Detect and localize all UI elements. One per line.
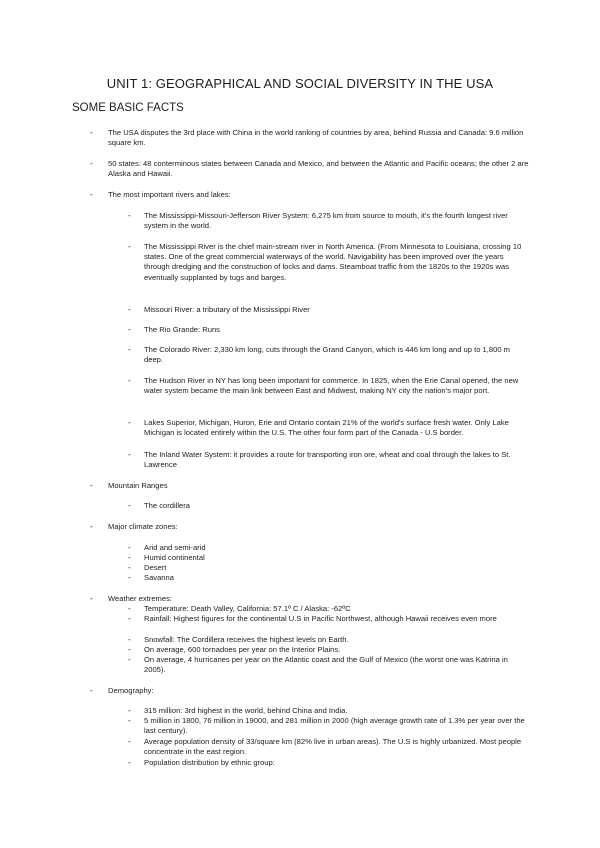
bullet-dash: - [128,543,131,552]
list-item: Temperature: Death Valley, California: 57.1º C / Alaska: -62ºC [144,604,351,613]
list-item: Average population density of 33/square km (82% live in urban areas). The U.S is highly urbanized. Most people concentrate in the east region. [144,737,522,757]
bullet-dash: - [128,501,131,510]
bullet-dash: - [128,325,131,334]
list-item: The cordillera [144,501,191,510]
list-item: The Inland Water System: it provides a route for transporting iron ore, wheat and coal through the lakes to St. Lawrence [144,450,511,470]
bullet-dash: - [128,573,131,582]
bullet-dash: - [128,655,131,664]
bullet-dash: - [128,645,131,654]
list-item: Arid and semi-arid [144,543,206,552]
list-item: Missouri River: a tributary of the Mississippi River [144,305,310,314]
list-item: Desert [144,563,167,572]
list-item: The Rio Grande: Runs [144,325,220,334]
list-item: The Mississippi-Missouri-Jefferson River System: 6,275 km from source to mouth, it's the fourth longest river system in the world. [144,211,508,231]
bullet-dash: - [128,758,131,767]
list-item: Humid continental [144,553,205,562]
bullet-dash: - [128,706,131,715]
bullet-dash: - [90,159,93,168]
bullet-dash: - [128,614,131,623]
list-item: The Hudson River in NY has long been important for commerce. In 1825, when the Erie Canal opened, the new water system became the main link between East and Midwest, making NY city the nation's major port. [144,376,519,396]
list-item: Lakes Superior, Michigan, Huron, Erie and Ontario contain 21% of the world's surface fresh water. Only Lake Michigan is located entirely within the U.S. The other four form part of the Canada - U.S border. [144,418,509,438]
bullet-dash: - [128,737,131,746]
bullet-dash: - [128,376,131,385]
list-item: On average, 600 tornadoes per year on the Interior Plains. [144,645,341,654]
page-title: UNIT 1: GEOGRAPHICAL AND SOCIAL DIVERSITY IN THE USA [106,76,494,91]
list-item: 5 million in 1800, 76 million in 19000, and 281 million in 2000 (high average growth rate of 1.3% per year over the last century). [144,716,525,736]
bullet-dash: - [128,211,131,220]
bullet-dash: - [90,594,93,603]
list-item: On average, 4 hurricanes per year on the Atlantic coast and the Gulf of Mexico (the worst one was Katrina in 2005). [144,655,508,675]
list-item: Weather extremes: [108,594,173,603]
bullet-dash: - [128,716,131,725]
list-item: Rainfall: Highest figures for the continental U.S in Pacific Northwest, although Hawaii receives even more [144,614,497,623]
bullet-dash: - [128,563,131,572]
bullet-dash: - [128,345,131,354]
bullet-dash: - [128,450,131,459]
list-item: 50 states: 48 conterminous states between Canada and Mexico, and between the Atlantic and Pacific oceans; the other 2 are Alaska and Hawaii. [108,159,529,179]
list-item: The Mississippi River is the chief main-stream river in North America. (From Minnesota to Louisiana, crossing 10 states. One of the great commercial waterways of the world. Navigability has been improved over the years through dredging and the construction of locks and dams. Steamboat traffic from the 1820s to the 1920s was eventually supplanted by tugs and barges. [144,242,522,282]
bullet-dash: - [128,604,131,613]
list-item: Mountain Ranges [108,481,168,490]
bullet-dash: - [90,481,93,490]
list-item: The USA disputes the 3rd place with China in the world ranking of countries by area, behind Russia and Canada: 9.6 million square km. [108,128,524,148]
bullet-dash: - [128,635,131,644]
list-item: Snowfall: The Cordillera receives the highest levels on Earth. [144,635,349,644]
bullet-dash: - [128,305,131,314]
bullet-dash: - [90,190,93,199]
bullet-dash: - [128,553,131,562]
bullet-dash: - [90,686,93,695]
section-heading: SOME BASIC FACTS [72,102,184,114]
list-item: Major climate zones: [108,522,178,531]
list-item: Savanna [144,573,174,582]
bullet-dash: - [90,522,93,531]
bullet-dash: - [128,418,131,427]
bullet-dash: - [128,242,131,251]
list-item: The Colorado River: 2,330 km long, cuts through the Grand Canyon, which is 446 km long and up to 1,800 m deep. [144,345,510,365]
list-item: Demography: [108,686,154,695]
list-item: 315 million: 3rd highest in the world, behind China and India. [144,706,348,715]
bullet-dash: - [90,128,93,137]
list-item: Population distribution by ethnic group: [144,758,275,767]
list-item: The most important rivers and lakes: [108,190,231,199]
